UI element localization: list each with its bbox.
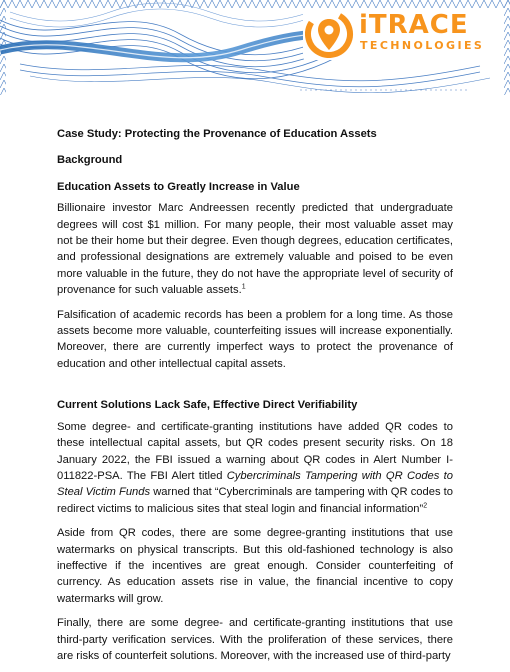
section-heading-solutions: Current Solutions Lack Safe, Effective Direct Verifiability xyxy=(57,399,358,412)
paragraph-third-party: Finally, there are some degree- and certificate-granting institutions that use third-party verification services. With the proliferation of these services, there are risks of counterfeit solutions. Moreover, with the increased use of third-party xyxy=(57,617,453,662)
footnote-marker: 2 xyxy=(423,501,428,509)
logo-wordmark: iTRACE xyxy=(359,10,469,40)
paragraph-watermarks: Aside from QR codes, there are some degree-granting institutions that use watermarks on physical transcripts. But this old-fashioned technology is also ineffective if the incentives are great enough. Consider counterfeiting of currency. As education assets rise in value, the financial incentive to copy watermarks will grow. xyxy=(57,527,453,605)
logo-tagline: TECHNOLOGIES xyxy=(360,39,485,52)
logo-location-pin-icon xyxy=(305,10,355,58)
alert-title: Cybercriminals Tampering with QR Codes to Steal Victim Funds xyxy=(57,469,453,499)
section-heading-value: Education Assets to Greatly Increase in Value xyxy=(57,180,300,193)
paragraph-text: warned that “Cybercriminals are tampering with QR codes to redirect victims to malicious sites that steal login and financial information” xyxy=(57,486,454,515)
page-header xyxy=(0,0,510,95)
paragraph-qr-codes xyxy=(57,419,453,517)
document-body xyxy=(57,126,453,672)
itrace-logo xyxy=(303,8,503,60)
spacer xyxy=(57,380,453,397)
document-title: Case Study: Protecting the Provenance of Education Assets xyxy=(57,128,377,140)
paragraph-text: Billionaire investor Marc Andreessen recently predicted that undergraduate degrees will cost $1 million. For many people, their most valuable asset may not be their home but their degree. Even though degrees, education certificates, and professional designations are extremely valuable and poised to be even more valuable in the future, they do not have the appropriate level of security of provenance for such valuable assets. xyxy=(57,202,453,297)
background-heading: Background xyxy=(57,154,123,167)
paragraph-falsification: Falsification of academic records has been a problem for a long time. As those assets become more valuable, counterfeiting issues will increase exponentially. Moreover, there are currently imperfect ways to protect the provenance of education and other intellectual capital assets. xyxy=(57,308,453,370)
paragraph-text: Some degree- and certificate-granting institutions have added QR codes to these intellectual capital assets, but QR codes present security risks. On 18 January 2022, the FBI issued a warning about QR codes in Alert Number I-011822-PSA. The FBI Alert titled xyxy=(57,420,453,482)
footnote-marker: 1 xyxy=(241,283,246,291)
paragraph-andreessen xyxy=(57,200,453,298)
